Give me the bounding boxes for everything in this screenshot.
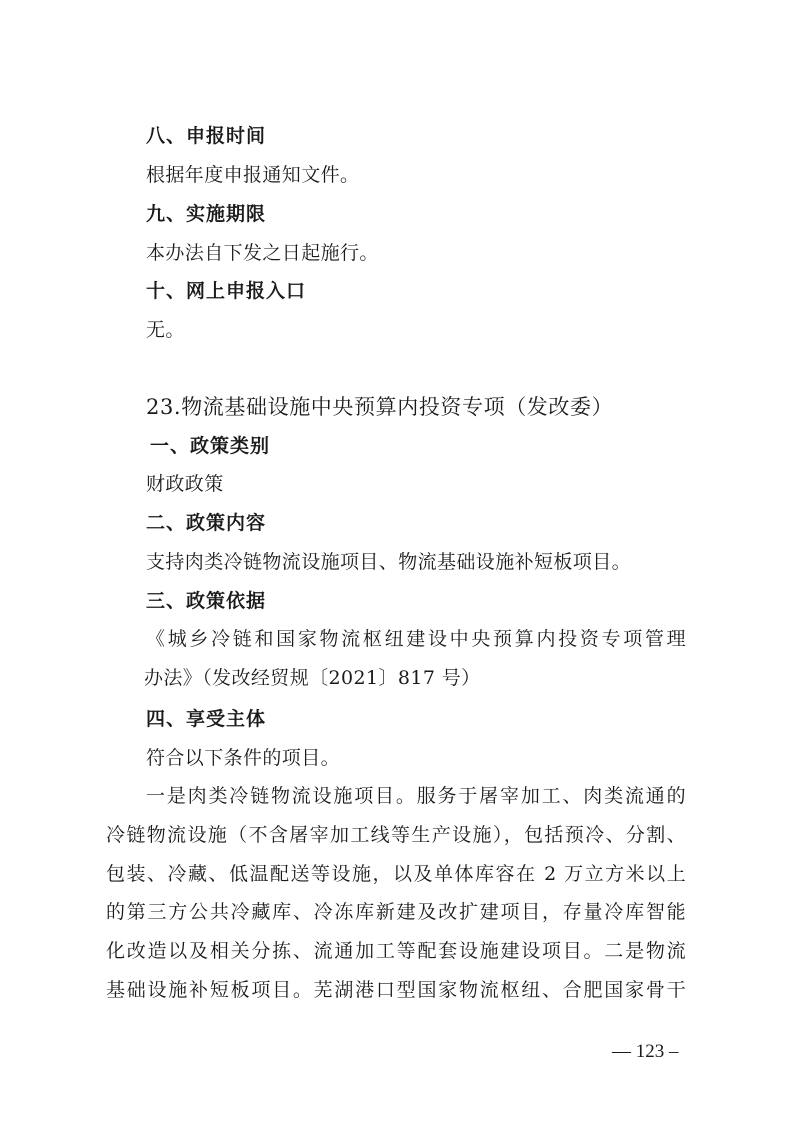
policy-basis-line-2: 办法》（发改经贸规〔2021〕817 号）	[144, 667, 481, 689]
policy-basis-line-1: 《城乡冷链和国家物流枢纽建设中央预算内投资专项管理	[146, 628, 686, 650]
section-body-application-time: 根据年度申报通知文件。	[146, 164, 360, 186]
policy-title: 23.物流基础设施中央预算内投资专项（发改委）	[146, 395, 614, 419]
section-heading-application-time: 八、申报时间	[146, 125, 267, 147]
beneficiaries-line-4: 的第三方公共冷藏库、冷冻库新建及改扩建项目，存量冷库智能	[106, 901, 686, 923]
beneficiaries-line-6: 基础设施补短板项目。芜湖港口型国家物流枢纽、合肥国家骨干	[106, 979, 686, 1001]
section-body-implementation-period: 本办法自下发之日起施行。	[146, 242, 379, 264]
section-body-online-entry: 无。	[146, 319, 185, 341]
beneficiaries-line-2: 冷链物流设施（不含屠宰加工线等生产设施），包括预冷、分割、	[106, 824, 686, 846]
beneficiaries-line-1: 一是肉类冷链物流设施项目。服务于屠宰加工、肉类流通的	[146, 785, 686, 807]
section-heading-policy-basis: 三、政策依据	[146, 590, 267, 612]
section-heading-policy-category: 一、政策类别	[150, 435, 271, 457]
section-heading-policy-content: 二、政策内容	[146, 512, 267, 534]
section-body-policy-category: 财政政策	[146, 473, 224, 495]
beneficiaries-intro: 符合以下条件的项目。	[146, 747, 341, 769]
section-heading-beneficiaries: 四、享受主体	[146, 708, 267, 730]
page-number: — 123 –	[612, 1041, 679, 1062]
beneficiaries-line-5: 化改造以及相关分拣、流通加工等配套设施建设项目。二是物流	[106, 940, 686, 962]
section-body-policy-content: 支持肉类冷链物流设施项目、物流基础设施补短板项目。	[146, 551, 632, 573]
beneficiaries-line-3: 包装、冷藏、低温配送等设施，以及单体库容在 2 万立方米以上	[106, 863, 686, 885]
section-heading-online-entry: 十、网上申报入口	[146, 280, 307, 302]
section-heading-implementation-period: 九、实施期限	[146, 203, 267, 225]
